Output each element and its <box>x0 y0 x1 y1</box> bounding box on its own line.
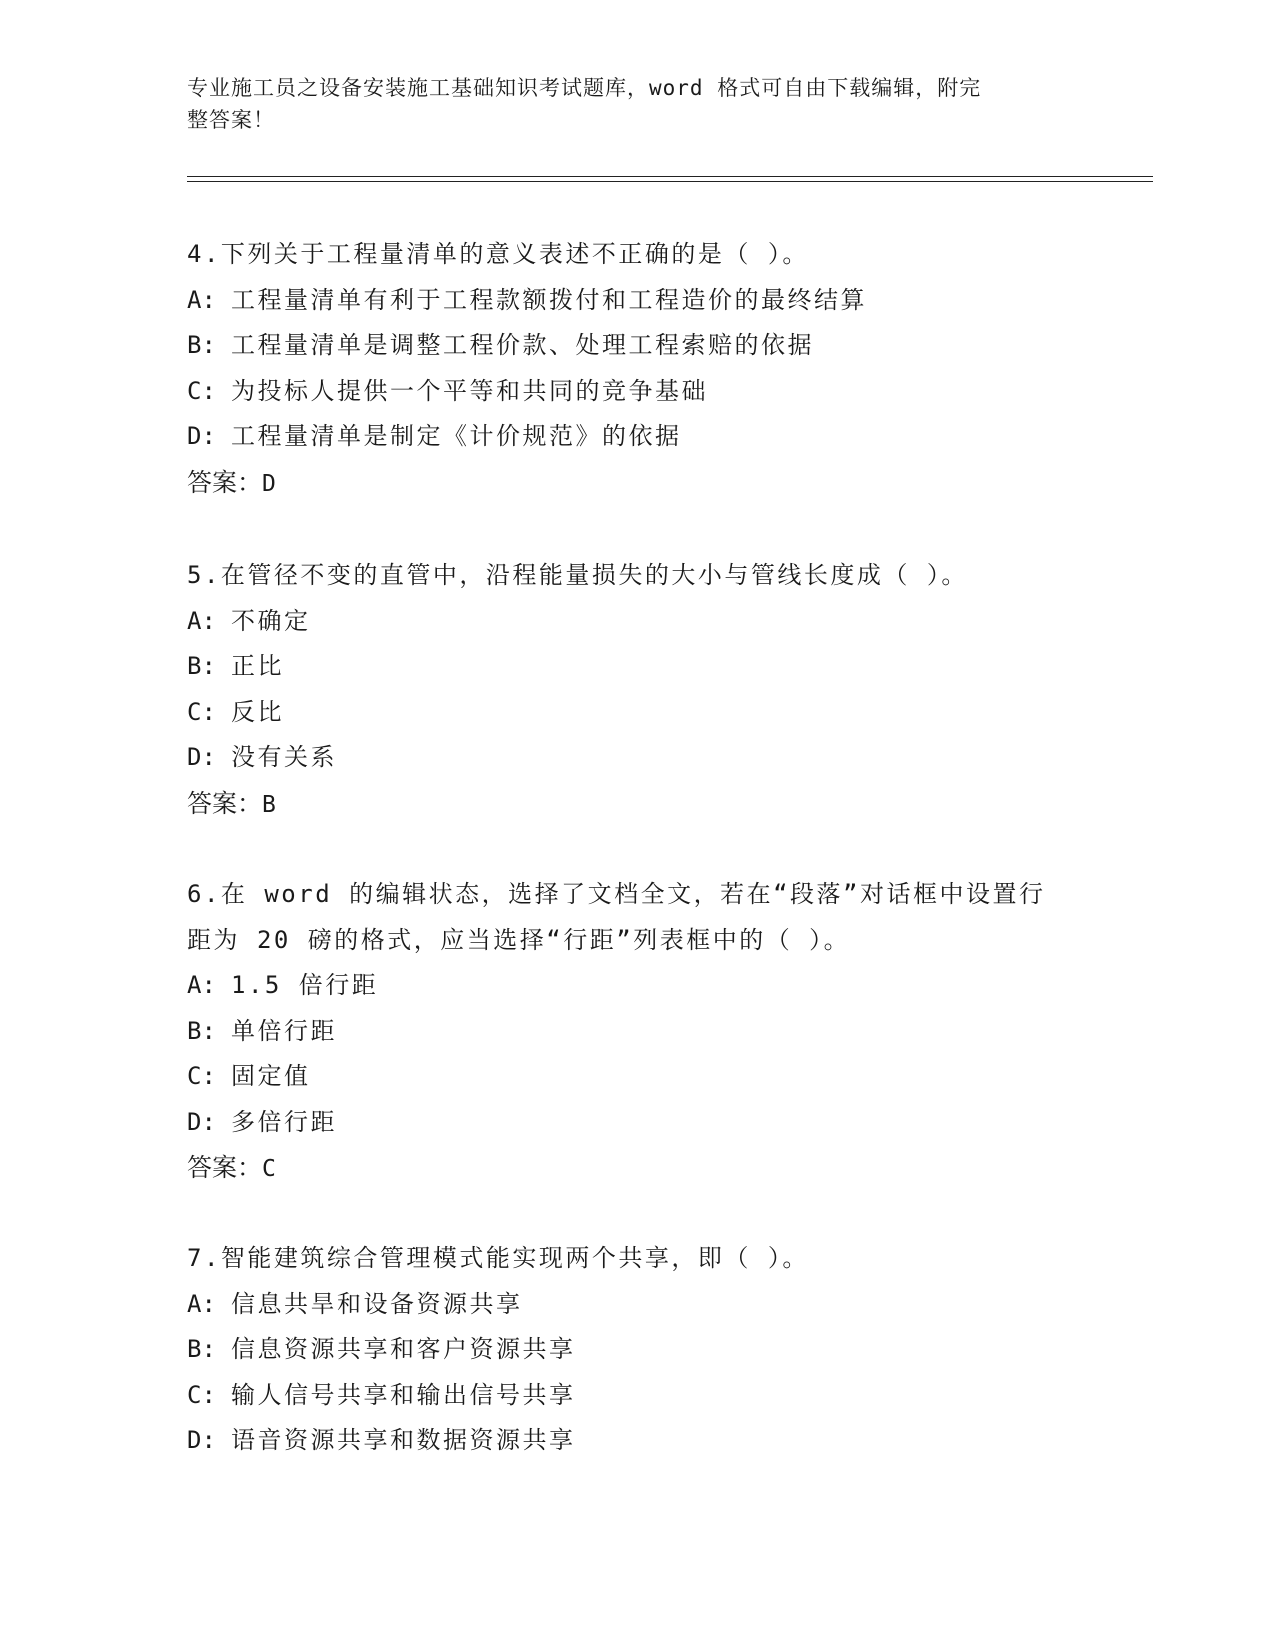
question-5 <box>187 553 1087 828</box>
option-letter: C: <box>187 376 216 405</box>
option-letter: A: <box>187 1289 216 1318</box>
option-letter: C: <box>187 1062 216 1090</box>
option-text: 工程量清单有利于工程款额拨付和工程造价的最终结算 <box>231 285 867 314</box>
answer-label: 答案： <box>187 1153 263 1182</box>
answer-label: 答案： <box>187 467 263 497</box>
question-stem: 4.下列关于工程量清单的意义表述不正确的是（ ）。 <box>187 240 809 268</box>
question-stem: 7.智能建筑综合管理模式能实现两个共享，即（ ）。 <box>187 1244 809 1272</box>
option-letter: A: <box>187 285 216 314</box>
question-6 <box>187 872 1087 1193</box>
option-a <box>187 278 1087 324</box>
answer-value: D <box>262 470 276 497</box>
question-stem: 5.在管径不变的直管中，沿程能量损失的大小与管线长度成（ ）。 <box>187 561 968 589</box>
answer-line <box>187 460 1087 508</box>
option-text: 正比 <box>231 652 284 680</box>
option-text: 没有关系 <box>231 743 337 771</box>
option-b <box>187 1009 1087 1055</box>
option-text: 信息资源共享和客户资源共享 <box>231 1335 576 1363</box>
option-letter: C: <box>187 1380 216 1409</box>
option-a <box>187 963 1087 1009</box>
option-letter: D: <box>187 743 216 771</box>
answer-value: C <box>262 1156 276 1182</box>
option-letter: B: <box>187 331 216 359</box>
answer-value: B <box>262 791 276 818</box>
question-7 <box>187 1236 1087 1464</box>
option-letter: B: <box>187 652 216 680</box>
option-letter: A: <box>187 606 216 635</box>
option-text: 为投标人提供一个平等和共同的竞争基础 <box>231 376 708 405</box>
question-stem: 6.在 word 的编辑状态，选择了文档全文，若在“段落”对话框中设置行距为 20 磅的格式，应当选择“行距”列表框中的（ ）。 <box>187 880 1046 954</box>
option-b <box>187 1327 1087 1373</box>
answer-label: 答案： <box>187 788 263 818</box>
option-b <box>187 644 1087 690</box>
header-divider-top <box>187 176 1153 177</box>
option-letter: C: <box>187 697 216 726</box>
option-text: 信息共旱和设备资源共享 <box>231 1289 523 1318</box>
option-c <box>187 369 1087 415</box>
option-text: 单倍行距 <box>231 1016 337 1045</box>
option-text: 固定值 <box>231 1062 311 1090</box>
option-d <box>187 1418 1087 1464</box>
option-text: 语音资源共享和数据资源共享 <box>231 1426 576 1454</box>
option-letter: A: <box>187 971 216 999</box>
option-d <box>187 735 1087 781</box>
option-letter: D: <box>187 1107 216 1136</box>
option-text: 不确定 <box>231 606 311 635</box>
option-c <box>187 1054 1087 1100</box>
document-header <box>187 72 1067 136</box>
option-c <box>187 1373 1087 1419</box>
option-text: 工程量清单是制定《计价规范》的依据 <box>231 422 682 450</box>
option-c <box>187 690 1087 736</box>
option-d <box>187 1100 1087 1146</box>
option-b <box>187 323 1087 369</box>
header-divider-bottom <box>187 181 1153 182</box>
answer-line <box>187 1145 1087 1193</box>
option-text: 多倍行距 <box>231 1107 337 1136</box>
option-text: 工程量清单是调整工程价款、处理工程索赔的依据 <box>231 331 814 359</box>
option-letter: D: <box>187 1426 216 1454</box>
header-line-2: 整答案！ <box>187 108 275 132</box>
option-text: 反比 <box>231 697 284 726</box>
option-letter: B: <box>187 1016 216 1045</box>
option-text: 输人信号共享和输出信号共享 <box>231 1380 576 1409</box>
option-d <box>187 414 1087 460</box>
question-4 <box>187 232 1087 507</box>
option-text: 1.5 倍行距 <box>231 971 379 999</box>
option-letter: B: <box>187 1335 216 1363</box>
answer-line <box>187 781 1087 829</box>
option-a <box>187 599 1087 645</box>
option-letter: D: <box>187 422 216 450</box>
header-line-1: 专业施工员之设备安装施工基础知识考试题库，word 格式可自由下载编辑，附完 <box>187 76 982 100</box>
option-a <box>187 1282 1087 1328</box>
